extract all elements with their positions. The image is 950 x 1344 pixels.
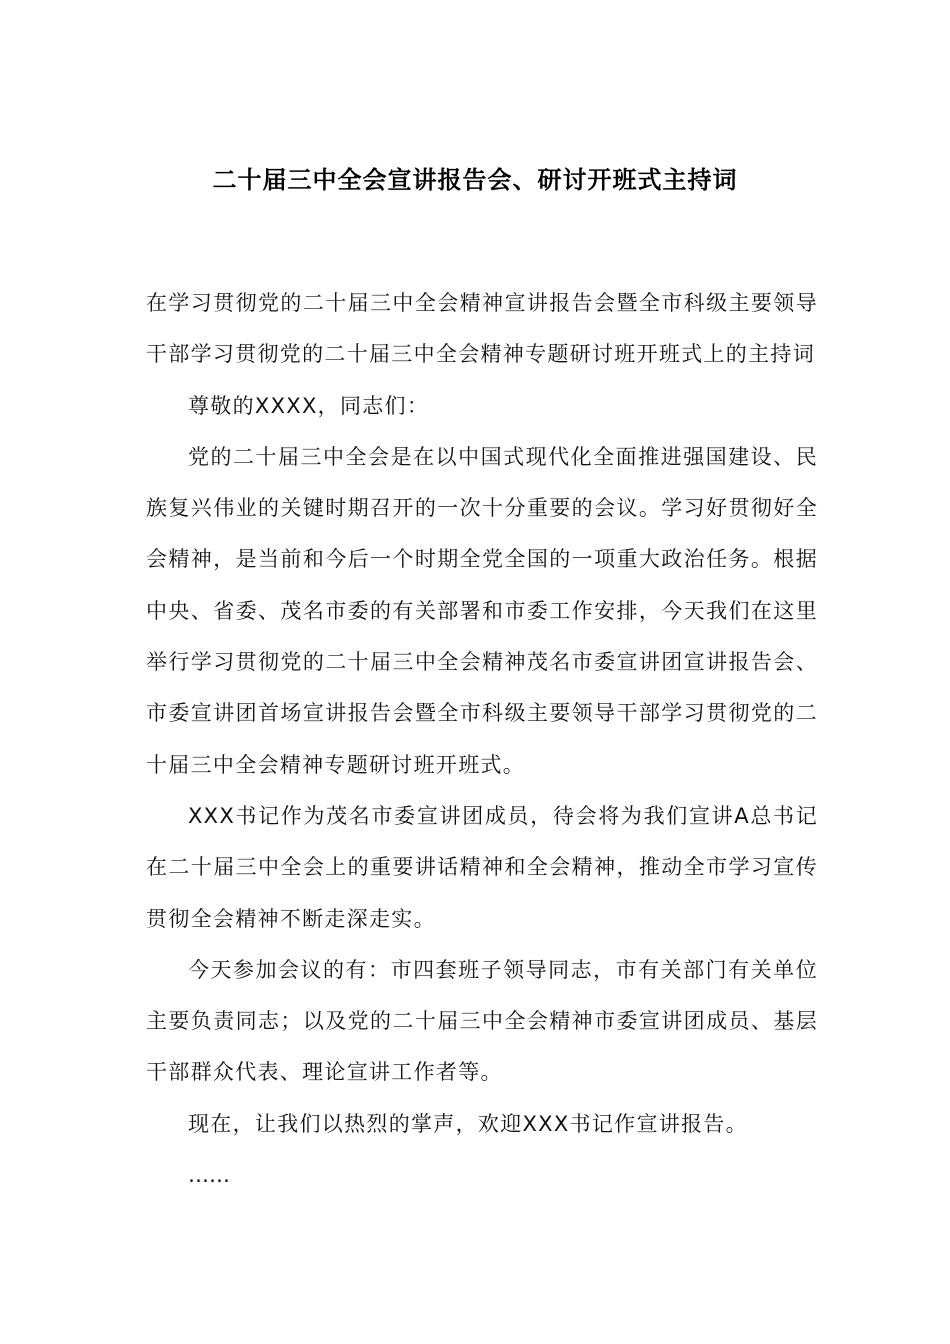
body-paragraph-3: 今天参加会议的有：市四套班子领导同志，市有关部门有关单位主要负责同志；以及党的二十届三中全会精神市委宣讲团成员、基层干部群众代表、理论宣讲工作者等。 bbox=[146, 957, 818, 1085]
document-body bbox=[146, 278, 818, 1201]
body-paragraph-1: 党的二十届三中全会是在以中国式现代化全面推进强国建设、民族复兴伟业的关键时期召开的一次十分重要的会议。学习好贯彻好全会精神，是当前和今后一个时期全党全国的一项重大政治任务。根据中央、省委、茂名市委的有关部署和市委工作安排，今天我们在这里举行学习贯彻党的二十届三中全会精神茂名市委宣讲团宣讲报告会、市委宣讲团首场宣讲报告会暨全市科级主要领导干部学习贯彻党的二十届三中全会精神专题研讨班开班式。 bbox=[146, 444, 818, 777]
ellipsis-paragraph: …… bbox=[188, 1163, 230, 1188]
body-paragraph-4: 现在，让我们以热烈的掌声，欢迎XXX书记作宣讲报告。 bbox=[188, 1111, 748, 1136]
body-paragraph-2: XXX书记作为茂名市委宣讲团成员，待会将为我们宣讲A总书记在二十届三中全会上的重要讲话精神和全会精神，推动全市学习宣传贯彻全会精神不断走深走实。 bbox=[146, 803, 818, 931]
greeting-paragraph: 尊敬的XXXX，同志们： bbox=[188, 393, 430, 418]
subtitle-paragraph: 在学习贯彻党的二十届三中全会精神宣讲报告会暨全市科级主要领导干部学习贯彻党的二十届三中全会精神专题研讨班开班式上的主持词 bbox=[146, 291, 818, 367]
document-title: 二十届三中全会宣讲报告会、研讨开班式主持词 bbox=[212, 166, 738, 194]
